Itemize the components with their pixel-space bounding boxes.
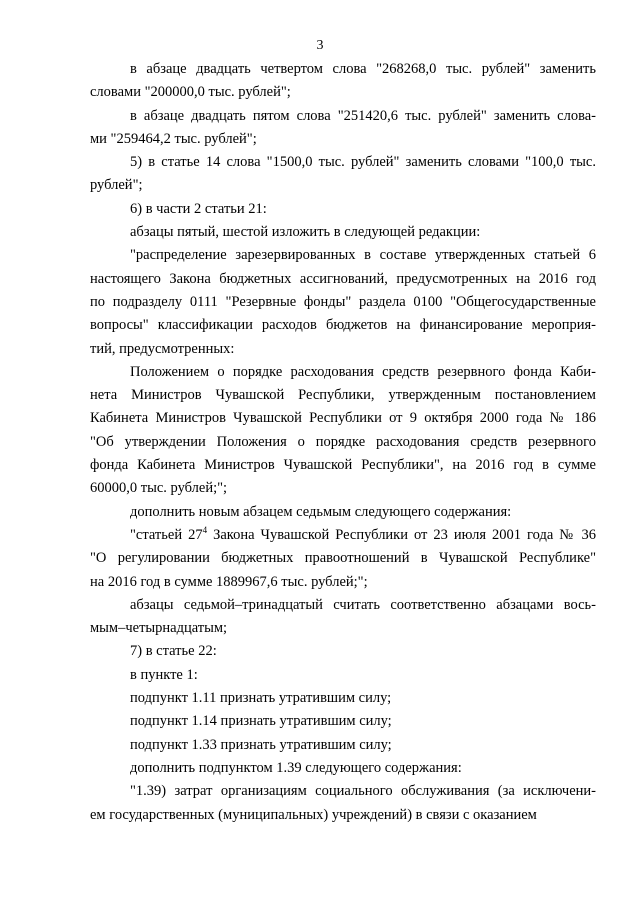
text-line: в абзаце двадцать пятом слова "251420,6 тыс. рублей" заменить слова- (130, 107, 596, 124)
text-line: Положением о порядке расходования средств резервного фонда Каби- (130, 363, 596, 380)
text-line: Кабинета Министров Чувашской Республики от 9 октября 2000 года № 186 (90, 410, 596, 427)
text-line: 6) в части 2 статьи 21: (130, 200, 267, 217)
paragraph (90, 710, 596, 733)
text-line: фонда Кабинета Министров Чувашской Республики", на 2016 год в сумме (90, 457, 596, 474)
text-line: в пункте 1: (130, 666, 198, 683)
text-line: на 2016 год в сумме 1889967,6 тыс. рублей;"; (90, 573, 368, 590)
paragraph (90, 58, 596, 105)
text-line: мым–четырнадцатым; (90, 620, 228, 637)
paragraph (90, 594, 596, 641)
document-body (90, 58, 596, 827)
text-line: подпункт 1.33 признать утратившим силу; (130, 736, 392, 753)
paragraph (90, 664, 596, 687)
text-line: подпункт 1.14 признать утратившим силу; (130, 713, 392, 730)
text-line: тий, предусмотренных: (90, 340, 235, 357)
superscript: 4 (202, 524, 208, 535)
paragraph (90, 757, 596, 780)
text-line: абзацы седьмой–тринадцатый считать соответственно абзацами вось- (130, 596, 596, 613)
paragraph (90, 221, 596, 244)
text-line: дополнить подпунктом 1.39 следующего содержания: (130, 759, 462, 776)
text-line: "О регулировании бюджетных правоотношений в Чувашской Республике" (90, 550, 596, 567)
paragraph (90, 780, 596, 827)
text-line: абзацы пятый, шестой изложить в следующей редакции: (130, 224, 481, 241)
text-line: в абзаце двадцать четвертом слова "268268,0 тыс. рублей" заменить (130, 61, 596, 77)
text-line: дополнить новым абзацем седьмым следующего содержания: (130, 503, 512, 520)
text-line: настоящего Закона бюджетных ассигнований, предусмотренных на 2016 год (90, 270, 596, 287)
paragraph (90, 198, 596, 221)
text-line: 60000,0 тыс. рублей;"; (90, 480, 228, 497)
paragraph (90, 501, 596, 524)
text-line (90, 524, 596, 547)
text-line: ем государственных (муниципальных) учреждений) в связи с оказанием (90, 806, 537, 823)
text-line: подпункт 1.11 признать утратившим силу; (130, 690, 392, 707)
text-segment: "статьей 27 (130, 526, 203, 543)
text-line: "Об утверждении Положения о порядке расходования средств резервного (90, 433, 596, 450)
paragraph (90, 524, 596, 594)
paragraph (90, 734, 596, 757)
paragraph (90, 105, 596, 152)
paragraph (90, 244, 596, 360)
text-line: нета Министров Чувашской Республики, утвержденным постановлением (90, 387, 596, 404)
paragraph (90, 361, 596, 501)
text-line: рублей"; (90, 177, 143, 194)
paragraph (90, 640, 596, 663)
text-line: по подразделу 0111 "Резервные фонды" раздела 0100 "Общегосударственные (90, 293, 596, 310)
page-number: 3 (316, 38, 324, 53)
text-line: словами "200000,0 тыс. рублей"; (90, 84, 291, 101)
paragraph (90, 687, 596, 710)
text-line: вопросы" классификации расходов бюджетов на финансирование мероприя- (90, 317, 596, 334)
text-line: "1.39) затрат организациям социального обслуживания (за исключени- (130, 783, 596, 800)
text-line: ми "259464,2 тыс. рублей"; (90, 130, 257, 147)
text-segment: Закона Чувашской Республики от 23 июля 2001 года № 36 (207, 526, 596, 543)
text-line: 7) в статье 22: (130, 643, 217, 660)
text-line: 5) в статье 14 слова "1500,0 тыс. рублей" заменить словами "100,0 тыс. (130, 154, 596, 171)
text-line: "распределение зарезервированных в составе утвержденных статьей 6 (130, 247, 596, 264)
paragraph (90, 151, 596, 198)
